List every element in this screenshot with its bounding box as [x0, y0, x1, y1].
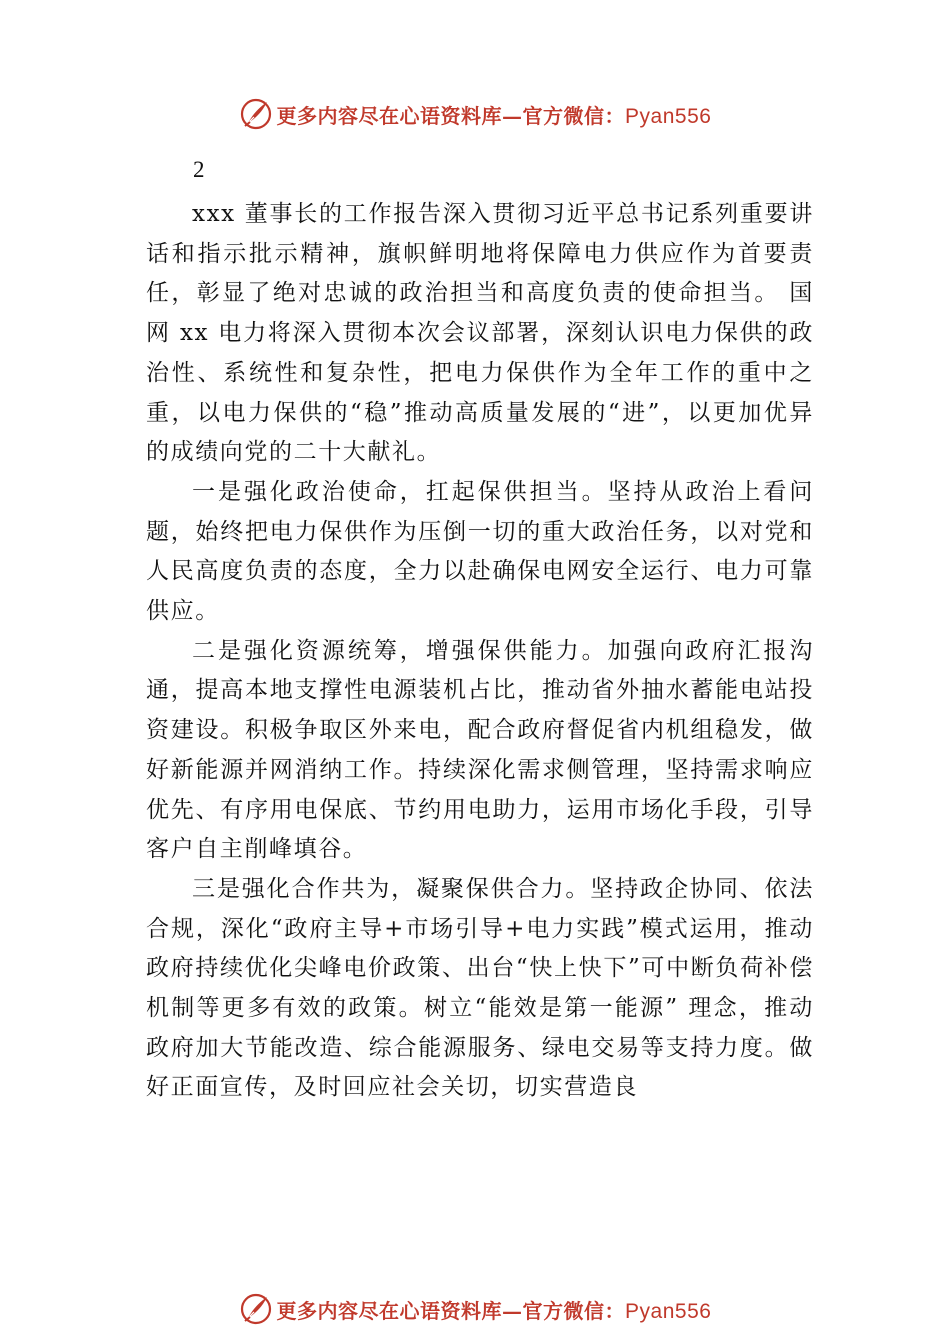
watermark-text: 更多内容尽在心语资料库—官方微信：Pyan556	[276, 103, 712, 128]
watermark-text: 更多内容尽在心语资料库—官方微信：Pyan556	[276, 1298, 712, 1323]
paragraph: 三是强化合作共为，凝聚保供合力。坚持政企协同、依法合规，深化“政府主导+市场引导+电力实践”模式运用，推动政府持续优化尖峰电价政策、出台“快上快下”可中断负荷补偿机制等更多有效的政策。树立“能效是第一能源” 理念，推动政府加大节能改造、综合能源服务、绿电交易等支持力度。做好正面宣传，及时回应社会关切，切实营造良	[146, 875, 814, 1101]
document-body	[146, 195, 814, 1108]
paragraph: 二是强化资源统筹，增强保供能力。加强向政府汇报沟通，提高本地支撑性电源装机占比，推动省外抽水蓄能电站投资建设。积极争取区外来电，配合政府督促省内机组稳发，做好新能源并网消纳工作。持续深化需求侧管理，坚持需求响应优先、有序用电保底、节约用电助力，运用市场化手段，引导客户自主削峰填谷。	[146, 637, 814, 863]
quill-pen-circle-icon	[239, 97, 273, 131]
watermark-wechat-id: Pyan556	[625, 104, 712, 128]
paragraph: 一是强化政治使命，扛起保供担当。坚持从政治上看问题，始终把电力保供作为压倒一切的重大政治任务，以对党和人民高度负责的态度，全力以赴确保电网安全运行、电力可靠供应。	[146, 478, 814, 625]
page-number: 2	[193, 157, 205, 182]
watermark-wechat-id: Pyan556	[625, 1299, 712, 1323]
paragraph: xxx 董事长的工作报告深入贯彻习近平总书记系列重要讲话和指示批示精神，旗帜鲜明地将保障电力供应作为首要责任，彰显了绝对忠诚的政治担当和高度负责的使命担当。 国网 xx 电力将深入贯彻本次会议部署，深刻认识电力保供的政治性、系统性和复杂性，把电力保供作为全年工作的重中之重，以电力保供的“稳”推动高质量发展的“进”，以更加优异的成绩向党的二十大献礼。	[146, 201, 814, 466]
footer-watermark	[0, 1289, 950, 1329]
quill-pen-circle-icon	[239, 1292, 273, 1326]
header-watermark	[0, 94, 950, 134]
